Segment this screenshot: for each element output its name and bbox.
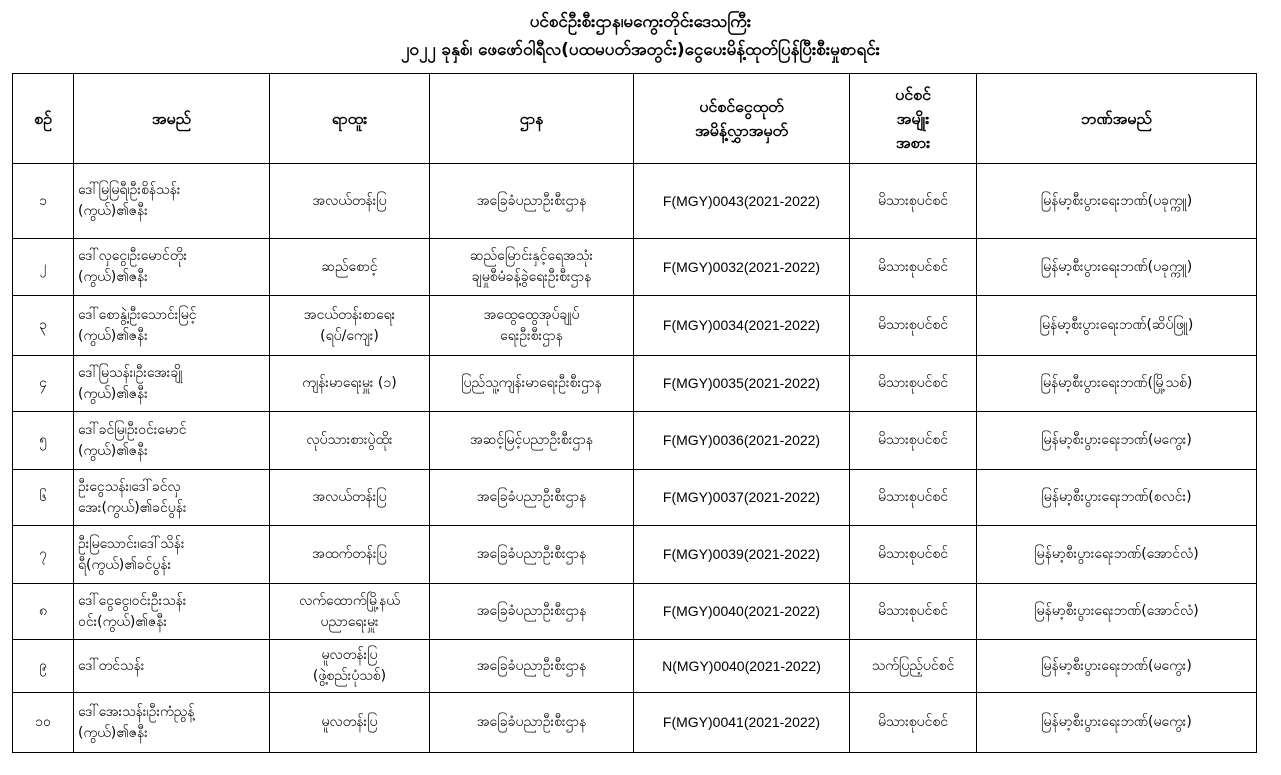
cell-pension-type: မိသားစုပင်စင် xyxy=(850,470,977,526)
cell-pension-type: မိသားစုပင်စင် xyxy=(850,584,977,640)
cell-pension-type: မိသားစုပင်စင် xyxy=(850,526,977,584)
cell-name: ဒေါ်ခင်မြ၊ဦးဝင်းမောင် (ကွယ်)၏ဇနီး xyxy=(74,412,270,470)
cell-department: ဆည်မြောင်းနှင့်ရေအသုံး ချမှုစီမံခန့်ခွဲရေးဦးစီးဌာန xyxy=(430,239,634,296)
table-row xyxy=(13,526,1257,584)
cell-pension-type: မိသားစုပင်စင် xyxy=(850,239,977,296)
cell-order-no: F(MGY)0040(2021-2022) xyxy=(634,584,850,640)
cell-name: ဒေါ်မြသန်း၊ဦးအေးချို (ကွယ်)၏ဇနီး xyxy=(74,356,270,412)
report-title-line2: ၂၀၂၂ ခုနှစ်၊ ဖေဖော်ဝါရီလ(ပထမပတ်အတွင်း)ငွေပေးမိန့်ထုတ်ပြန်ပြီးစီးမှုစာရင်း xyxy=(401,40,880,60)
cell-pension-type: မိသားစုပင်စင် xyxy=(850,356,977,412)
cell-name: ဦးငွေသန်း၊ဒေါ်ခင်လှ အေး(ကွယ်)၏ခင်ပွန်း xyxy=(74,470,270,526)
cell-bank: မြန်မာ့စီးပွားရေးဘဏ်(အောင်လံ) xyxy=(977,584,1257,640)
cell-no: ၈ xyxy=(13,584,74,640)
cell-no: ၄ xyxy=(13,356,74,412)
report-title-line1: ပင်စင်ဦးစီးဌာန၊မကွေးတိုင်းဒေသကြီး xyxy=(529,12,752,32)
cell-name: ဒေါ်လှငွေ၊ဦးမောင်တိုး (ကွယ်)၏ဇနီး xyxy=(74,239,270,296)
cell-no: ၅ xyxy=(13,412,74,470)
cell-pension-type: မိသားစုပင်စင် xyxy=(850,296,977,356)
table-row xyxy=(13,640,1257,693)
cell-name: ဒေါ်ငွေငွေ၊ဝင်းဦးသန်း ဝင်း(ကွယ်)၏ဇနီး xyxy=(74,584,270,640)
header-rank: ရာထူး xyxy=(270,74,430,164)
header-department: ဌာန xyxy=(430,74,634,164)
cell-no: ၉ xyxy=(13,640,74,693)
cell-no: ၁၀ xyxy=(13,693,74,753)
cell-name: ဦးမြသောင်း၊ဒေါ်သိန်း ရီ(ကွယ်)၏ခင်ပွန်း xyxy=(74,526,270,584)
cell-rank: အလယ်တန်းပြ xyxy=(270,164,430,239)
cell-bank: မြန်မာ့စီးပွားရေးဘဏ်(မကွေး) xyxy=(977,693,1257,753)
cell-bank: မြန်မာ့စီးပွားရေးဘဏ်(မကွေး) xyxy=(977,412,1257,470)
cell-no: ၇ xyxy=(13,526,74,584)
cell-order-no: F(MGY)0035(2021-2022) xyxy=(634,356,850,412)
cell-rank: ဆည်စောင့် xyxy=(270,239,430,296)
cell-bank: မြန်မာ့စီးပွားရေးဘဏ်(ပခုက္ကူ) xyxy=(977,239,1257,296)
cell-pension-type: မိသားစုပင်စင် xyxy=(850,412,977,470)
cell-rank: အထက်တန်းပြ xyxy=(270,526,430,584)
cell-name: ဒေါ်တင်သန်း xyxy=(74,640,270,693)
cell-order-no: F(MGY)0043(2021-2022) xyxy=(634,164,850,239)
cell-bank: မြန်မာ့စီးပွားရေးဘဏ်(အောင်လံ) xyxy=(977,526,1257,584)
cell-bank: မြန်မာ့စီးပွားရေးဘဏ်(မြို့သစ်) xyxy=(977,356,1257,412)
cell-pension-type: မိသားစုပင်စင် xyxy=(850,164,977,239)
cell-bank: မြန်မာ့စီးပွားရေးဘဏ်(စလင်း) xyxy=(977,470,1257,526)
header-name: အမည် xyxy=(74,74,270,164)
cell-department: အခြေခံပညာဦးစီးဌာန xyxy=(430,526,634,584)
cell-department: အခြေခံပညာဦးစီးဌာန xyxy=(430,584,634,640)
cell-order-no: N(MGY)0040(2021-2022) xyxy=(634,640,850,693)
table-row xyxy=(13,470,1257,526)
cell-rank: လက်ထောက်မြို့နယ် ပညာရေးမှူး xyxy=(270,584,430,640)
cell-rank: အငယ်တန်းစာရေး (ရပ်/ကျေး) xyxy=(270,296,430,356)
table-row xyxy=(13,584,1257,640)
table-row xyxy=(13,239,1257,296)
header-no: စဉ် xyxy=(13,74,74,164)
cell-department: အခြေခံပညာဦးစီးဌာန xyxy=(430,164,634,239)
report-title-block xyxy=(0,8,1281,64)
cell-department: အခြေခံပညာဦးစီးဌာန xyxy=(430,693,634,753)
cell-bank: မြန်မာ့စီးပွားရေးဘဏ်(မကွေး) xyxy=(977,640,1257,693)
cell-department: အဆင့်မြင့်ပညာဦးစီးဌာန xyxy=(430,412,634,470)
cell-department: အထွေထွေအုပ်ချုပ် ရေးဦးစီးဌာန xyxy=(430,296,634,356)
table-row xyxy=(13,164,1257,239)
cell-department: ပြည်သူ့ကျန်းမာရေးဦးစီးဌာန xyxy=(430,356,634,412)
cell-order-no: F(MGY)0034(2021-2022) xyxy=(634,296,850,356)
cell-rank: ကျန်းမာရေးမှူး (၁) xyxy=(270,356,430,412)
cell-order-no: F(MGY)0037(2021-2022) xyxy=(634,470,850,526)
cell-rank: မူလတန်းပြ (ဖွဲ့စည်းပုံသစ်) xyxy=(270,640,430,693)
cell-rank: အလယ်တန်းပြ xyxy=(270,470,430,526)
cell-order-no: F(MGY)0041(2021-2022) xyxy=(634,693,850,753)
cell-rank: လုပ်သားစားပွဲထိုး xyxy=(270,412,430,470)
cell-no: ၃ xyxy=(13,296,74,356)
cell-department: အခြေခံပညာဦးစီးဌာန xyxy=(430,470,634,526)
cell-pension-type: သက်ပြည့်ပင်စင် xyxy=(850,640,977,693)
cell-no: ၆ xyxy=(13,470,74,526)
table-row xyxy=(13,693,1257,753)
header-order-no: ပင်စင်ငွေထုတ် အမိန့်လွှာအမှတ် xyxy=(634,74,850,164)
cell-bank: မြန်မာ့စီးပွားရေးဘဏ်(ပခုက္ကူ) xyxy=(977,164,1257,239)
cell-name: ဒေါ်မြမြရီ၊ဦးစိန်သန်း (ကွယ်)၏ဇနီး xyxy=(74,164,270,239)
cell-name: ဒေါ်အေးသန်း၊ဦးကံညွန့် (ကွယ်)၏ဇနီး xyxy=(74,693,270,753)
table-row xyxy=(13,412,1257,470)
table-row xyxy=(13,356,1257,412)
header-bank: ဘဏ်အမည် xyxy=(977,74,1257,164)
table-row xyxy=(13,296,1257,356)
cell-no: ၁ xyxy=(13,164,74,239)
header-pension-type: ပင်စင် အမျိုး အစား xyxy=(850,74,977,164)
cell-rank: မူလတန်းပြ xyxy=(270,693,430,753)
table-header-row xyxy=(13,74,1257,164)
cell-no: ၂ xyxy=(13,239,74,296)
cell-department: အခြေခံပညာဦးစီးဌာန xyxy=(430,640,634,693)
cell-order-no: F(MGY)0039(2021-2022) xyxy=(634,526,850,584)
cell-name: ဒေါ်စောနွဲ့၊ဦးသောင်းမြင့် (ကွယ်)၏ဇနီး xyxy=(74,296,270,356)
cell-order-no: F(MGY)0036(2021-2022) xyxy=(634,412,850,470)
pension-table xyxy=(12,73,1257,753)
cell-pension-type: မိသားစုပင်စင် xyxy=(850,693,977,753)
cell-order-no: F(MGY)0032(2021-2022) xyxy=(634,239,850,296)
cell-bank: မြန်မာ့စီးပွားရေးဘဏ်(ဆိပ်ဖြူ) xyxy=(977,296,1257,356)
